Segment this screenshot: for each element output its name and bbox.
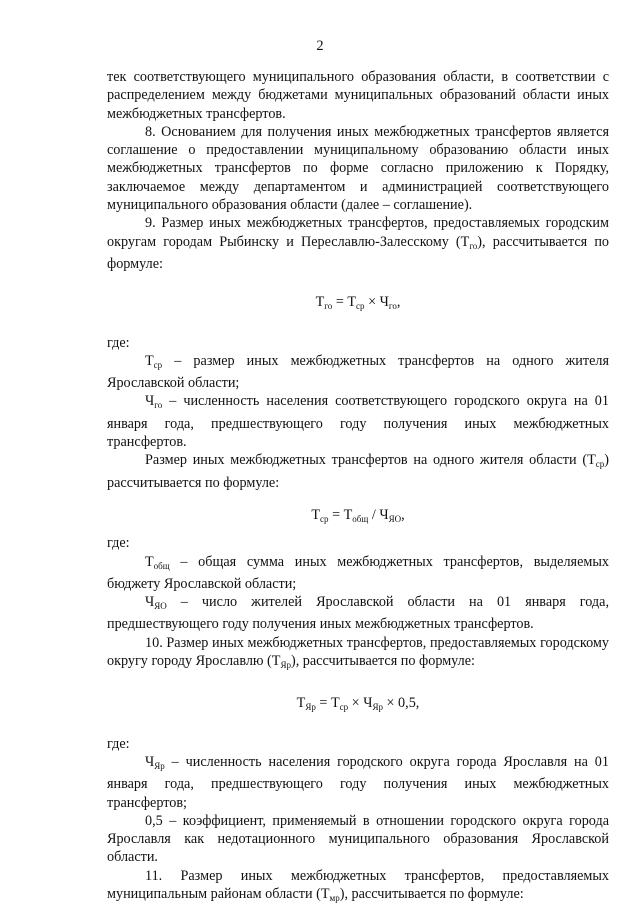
paragraph-10: 10. Размер иных межбюджетных трансфертов, предоставляемых городскому округу городу Ярославлю $(Т_{Яр})$, рассчитывается по формуле:: [107, 634, 609, 671]
definition-tobsch: $Т_{общ}$ – общая сумма иных межбюджетных трансфертов, выделяемых бюджету Ярославской области;: [107, 553, 609, 592]
where-label: где:: [107, 735, 130, 752]
definition-tsr: $Т_{ср}$ – размер иных межбюджетных трансфертов на одного жителя Ярославской области;: [107, 352, 609, 392]
formula-tgo: $Т_{го} = Т_{ср} \times Ч_{го}$,: [315, 294, 401, 312]
paragraph-8: 8. Основанием для получения иных межбюджетных трансфертов является соглашение о предоставлении муниципальному образованию области иных межбюджетных трансфертов по форме согласно приложению к Порядку, заключаемое между департаментом и администрацией соответствующего муниципального образования области (далее – соглашение).: [107, 123, 609, 214]
definition-chyao: $Ч_{ЯО}$ – число жителей Ярославской области на 01 января года, предшествующего году получения иных межбюджетных трансфертов.: [107, 594, 609, 633]
document-body: [107, 68, 609, 907]
formula-tsr: $Т_{ср} = Т_{общ} / Ч_{ЯО}$,: [311, 506, 405, 524]
page-number: 2: [316, 38, 324, 54]
definition-coefficient: 0,5 – коэффициент, применяемый в отношении городского округа города Ярославля как недотационного муниципального образования Ярославской области.: [107, 812, 609, 866]
paragraph-tsr: Размер иных межбюджетных трансфертов на одного жителя области $(Т_{ср})$ рассчитывается по формуле:: [107, 452, 609, 491]
definition-chyar: $Ч_{Яр}$ – численность населения городского округа города Ярославля на 01 января года, предшествующего году получения иных межбюджетных трансфертов;: [107, 753, 609, 811]
formula-tyar: $Т_{Яр} = Т_{ср} \times Ч_{Яр} \times 0,5$,: [296, 695, 420, 713]
paragraph-continuation: тек соответствующего муниципального образования области, в соответствии с распределением между бюджетами муниципальных образований области иных межбюджетных трансфертов.: [107, 69, 609, 122]
where-label: где:: [107, 535, 130, 552]
paragraph-9: 9. Размер иных межбюджетных трансфертов, предоставляемых городским округам городам Рыбинску и Переславлю-Залесскому $(Т_{го})$, рассчитывается по формуле:: [107, 215, 610, 272]
definition-chgo: $Ч_{го}$ – численность населения соответствующего городского округа на 01 января года, предшествующего году получения иных межбюджетных трансфертов.: [107, 393, 609, 451]
paragraph-11: 11. Размер иных межбюджетных трансфертов, предоставляемых муниципальным районам области $(Т_{мр})$, рассчитывается по формуле:: [107, 867, 609, 903]
where-label: где:: [107, 334, 130, 351]
